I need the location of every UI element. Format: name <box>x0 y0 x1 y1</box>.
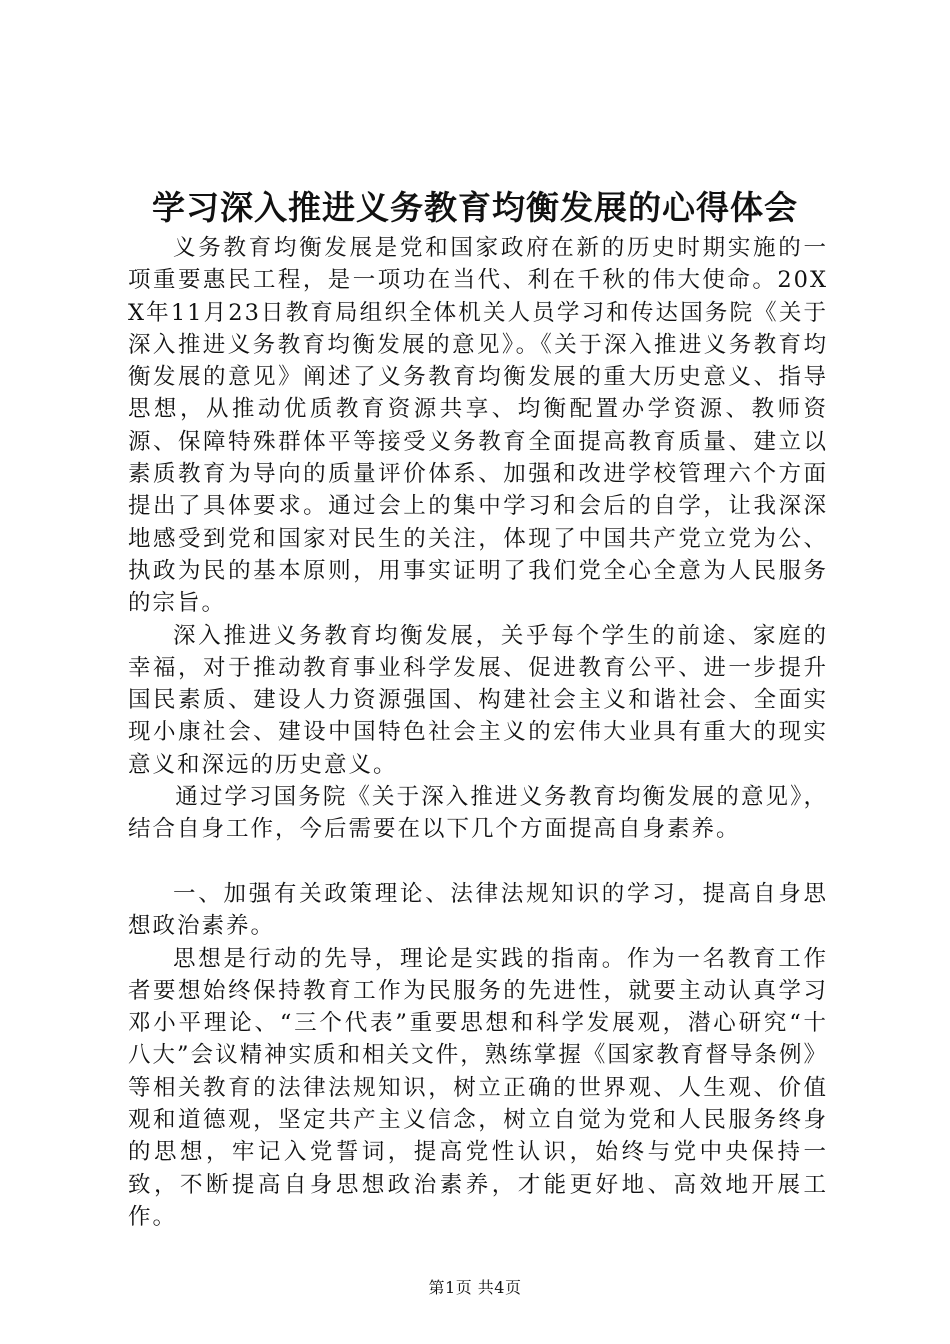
document-title: 学习深入推进义务教育均衡发展的心得体会 <box>152 188 798 227</box>
page-footer: 第1页 共4页 <box>428 1278 522 1297</box>
section-heading-1: 一、加强有关政策理论、法律法规知识的学习，提高自身思想政治素养。 <box>128 880 828 940</box>
paragraph-summary: 通过学习国务院《关于深入推进义务教育均衡发展的意见》，结合自身工作，今后需要在以下几个方面提高自身素养。 <box>128 784 828 843</box>
paragraph-theory: 思想是行动的先导，理论是实践的指南。作为一名教育工作者要想始终保持教育工作为民服务的先进性，就要主动认真学习邓小平理论、“三个代表”重要思想和科学发展观，潜心研究“十八大”会议精神实质和相关文件，熟练掌握《国家教育督导条例》等相关教育的法律法规知识，树立正确的世界观、人生观、价值观和道德观，坚定共产主义信念，树立自觉为党和人民服务终身的思想，牢记入党誓词，提高党性认识，始终与党中央保持一致，不断提高自身思想政治素养，才能更好地、高效地开展工作。 <box>128 945 828 1230</box>
blank-line <box>128 846 828 878</box>
paragraph-intro: 义务教育均衡发展是党和国家政府在新的历史时期实施的一项重要惠民工程，是一项功在当代、利在千秋的伟大使命。20XX年11月23日教育局组织全体机关人员学习和传达国务院《关于深入推进义务教育均衡发展的意见》。《关于深入推进义务教育均衡发展的意见》阐述了义务教育均衡发展的重大历史意义、指导思想，从推动优质教育资源共享、均衡配置办学资源、教师资源、保障特殊群体平等接受义务教育全面提高教育质量、建立以素质教育为导向的质量评价体系、加强和改进学校管理六个方面提出了具体要求。通过会上的集中学习和会后的自学，让我深深地感受到党和国家对民生的关注，体现了中国共产党立党为公、执政为民的基本原则，用事实证明了我们党全心全意为人民服务的宗旨。 <box>128 235 828 617</box>
paragraph-significance: 深入推进义务教育均衡发展，关乎每个学生的前途、家庭的幸福，对于推动教育事业科学发展、促进教育公平、进一步提升国民素质、建设人力资源强国、构建社会主义和谐社会、全面实现小康社会、建设中国特色社会主义的宏伟大业具有重大的现实意义和深远的历史意义。 <box>128 622 828 778</box>
document-body <box>128 232 828 1233</box>
